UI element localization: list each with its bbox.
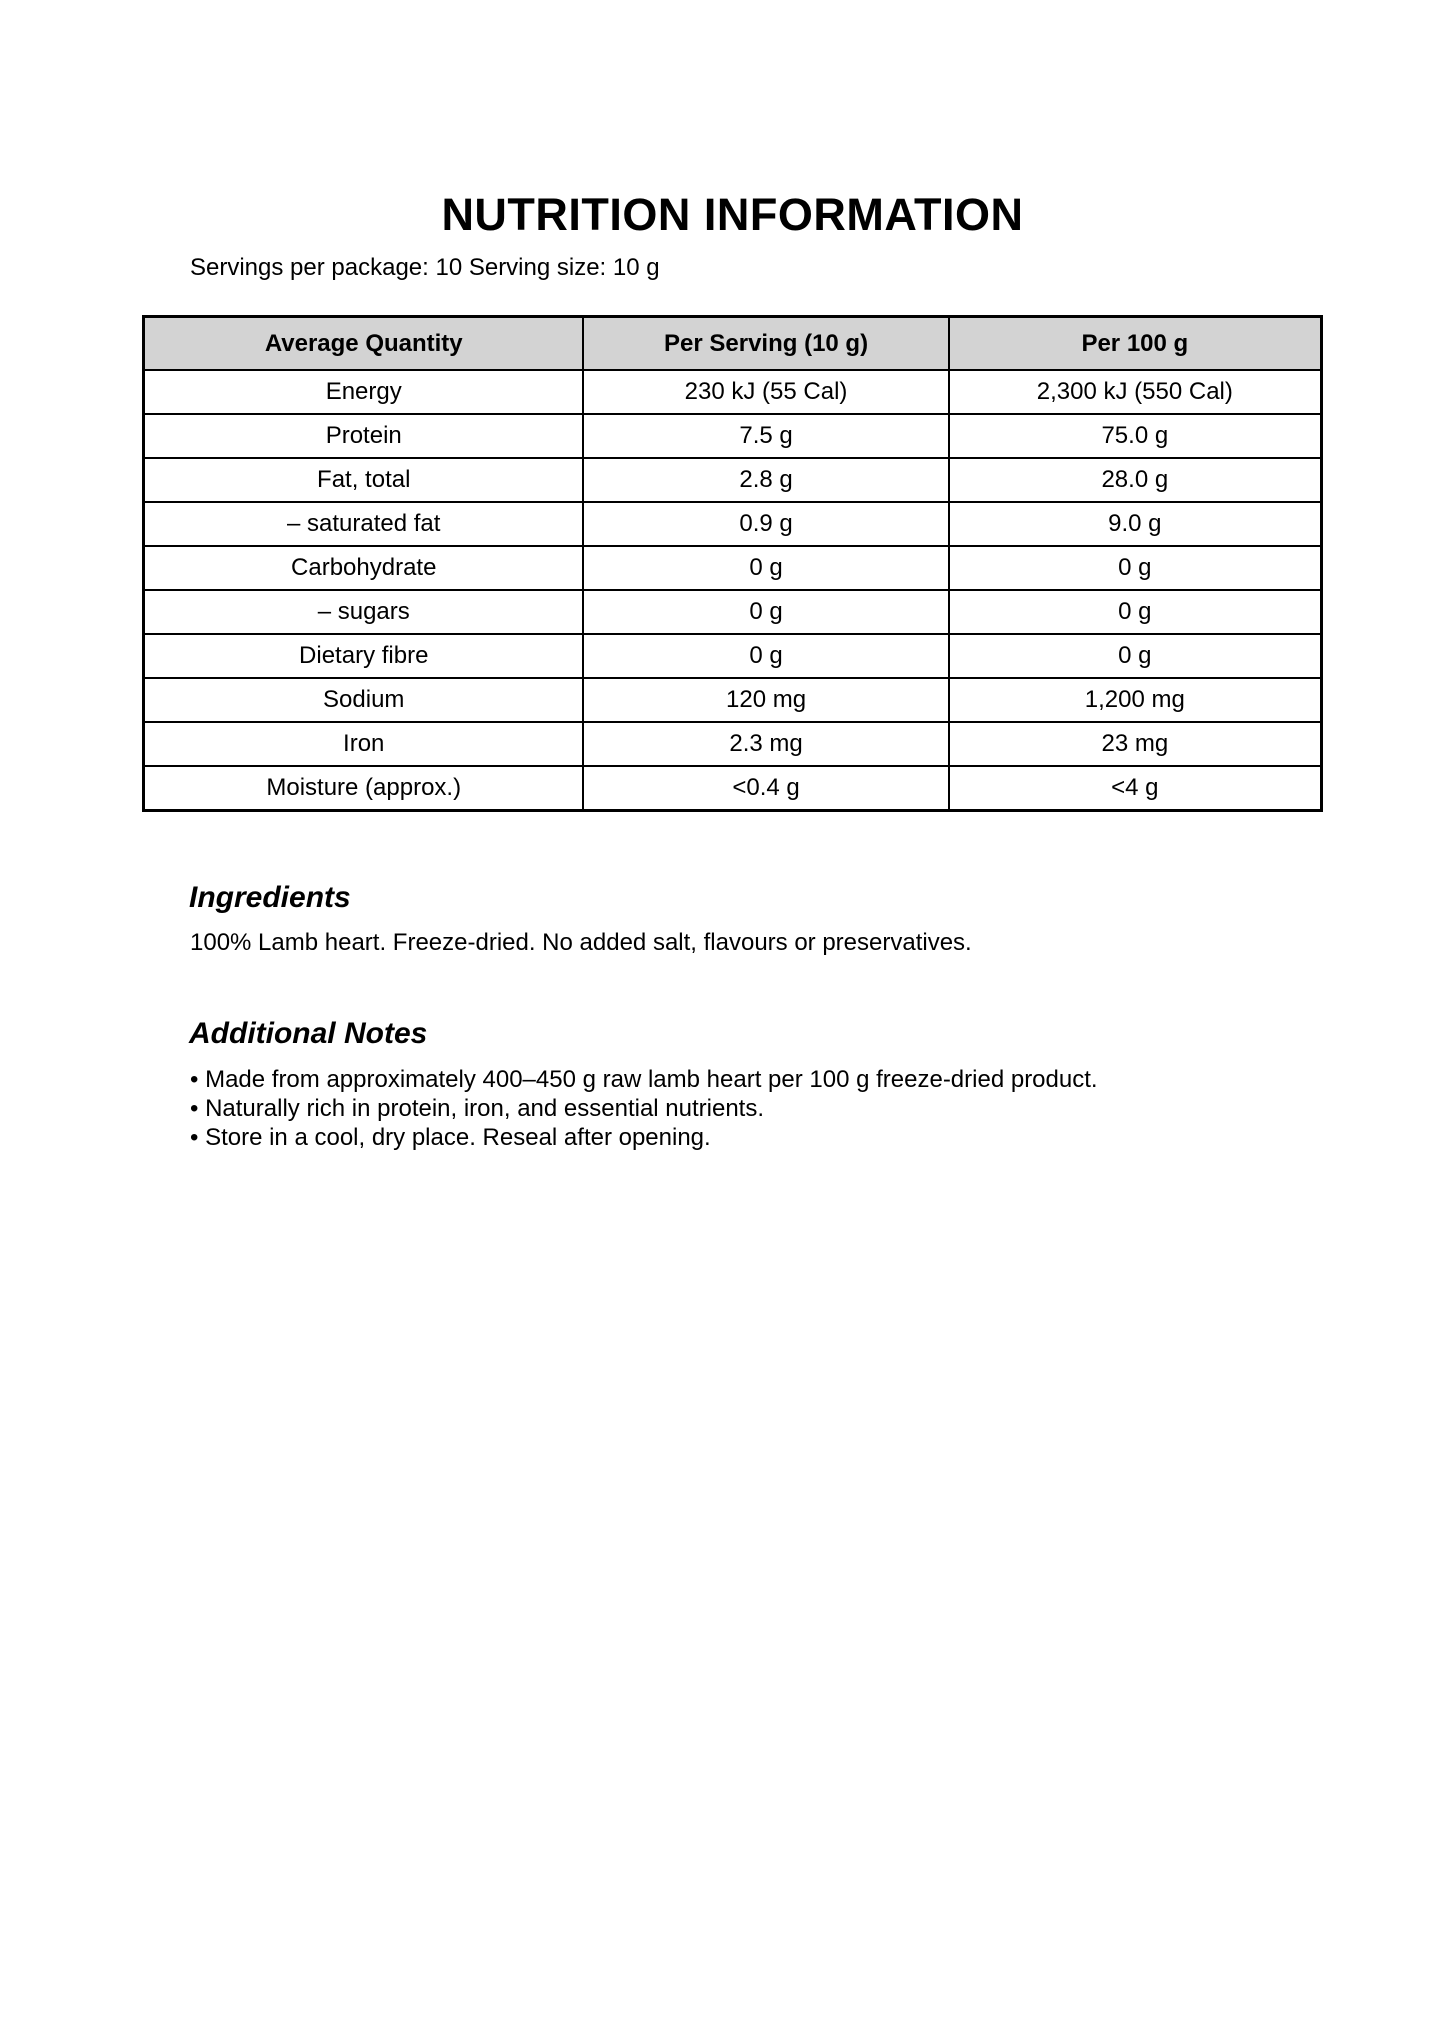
- table-row: [144, 590, 1322, 634]
- note-item: • Store in a cool, dry place. Reseal after opening.: [190, 1124, 711, 1151]
- table-row: [144, 634, 1322, 678]
- nutrient-name-cell: Iron: [144, 722, 584, 766]
- nutrition-table: [142, 315, 1323, 812]
- per-100g-value-cell: 75.0 g: [949, 414, 1322, 458]
- nutrient-name-cell: – saturated fat: [144, 502, 584, 546]
- per-serving-value-cell: 120 mg: [583, 678, 948, 722]
- nutrient-name-cell: Protein: [144, 414, 584, 458]
- table-row: [144, 370, 1322, 414]
- per-serving-value-cell: <0.4 g: [583, 766, 948, 811]
- ingredients-text: 100% Lamb heart. Freeze-dried. No added salt, flavours or preservatives.: [190, 929, 972, 956]
- per-100g-value-cell: 0 g: [949, 546, 1322, 590]
- table-row: [144, 678, 1322, 722]
- per-serving-value-cell: 0 g: [583, 590, 948, 634]
- nutrient-name-cell: Dietary fibre: [144, 634, 584, 678]
- nutrient-name-cell: Fat, total: [144, 458, 584, 502]
- note-item: • Naturally rich in protein, iron, and essential nutrients.: [190, 1095, 765, 1122]
- per-serving-value-cell: 7.5 g: [583, 414, 948, 458]
- column-header-per-serving: Per Serving (10 g): [583, 317, 948, 371]
- notes-list: [190, 1065, 1098, 1152]
- column-header-per-100g: Per 100 g: [949, 317, 1322, 371]
- page-title: NUTRITION INFORMATION: [441, 189, 1024, 240]
- nutrient-name-cell: – sugars: [144, 590, 584, 634]
- table-row: [144, 502, 1322, 546]
- per-100g-value-cell: 2,300 kJ (550 Cal): [949, 370, 1322, 414]
- per-serving-value-cell: 2.8 g: [583, 458, 948, 502]
- note-item: • Made from approximately 400–450 g raw lamb heart per 100 g freeze-dried product.: [190, 1066, 1098, 1093]
- column-header-average-quantity: Average Quantity: [144, 317, 584, 371]
- table-row: [144, 766, 1322, 811]
- table-row: [144, 414, 1322, 458]
- per-100g-value-cell: 1,200 mg: [949, 678, 1322, 722]
- per-serving-value-cell: 0 g: [583, 546, 948, 590]
- table-row: [144, 546, 1322, 590]
- nutrient-name-cell: Carbohydrate: [144, 546, 584, 590]
- nutrient-name-cell: Moisture (approx.): [144, 766, 584, 811]
- per-serving-value-cell: 230 kJ (55 Cal): [583, 370, 948, 414]
- per-100g-value-cell: 0 g: [949, 634, 1322, 678]
- per-100g-value-cell: 28.0 g: [949, 458, 1322, 502]
- per-100g-value-cell: 9.0 g: [949, 502, 1322, 546]
- per-serving-value-cell: 2.3 mg: [583, 722, 948, 766]
- ingredients-heading: Ingredients: [189, 881, 351, 914]
- additional-notes-heading: Additional Notes: [189, 1017, 428, 1050]
- table-header-row: [144, 317, 1322, 371]
- per-100g-value-cell: 0 g: [949, 590, 1322, 634]
- per-serving-value-cell: 0.9 g: [583, 502, 948, 546]
- table-row: [144, 458, 1322, 502]
- per-100g-value-cell: 23 mg: [949, 722, 1322, 766]
- table-row: [144, 722, 1322, 766]
- nutrient-name-cell: Energy: [144, 370, 584, 414]
- per-100g-value-cell: <4 g: [949, 766, 1322, 811]
- servings-line: Servings per package: 10 Serving size: 10 g: [190, 254, 660, 281]
- nutrient-name-cell: Sodium: [144, 678, 584, 722]
- nutrition-table-body: [144, 370, 1322, 811]
- per-serving-value-cell: 0 g: [583, 634, 948, 678]
